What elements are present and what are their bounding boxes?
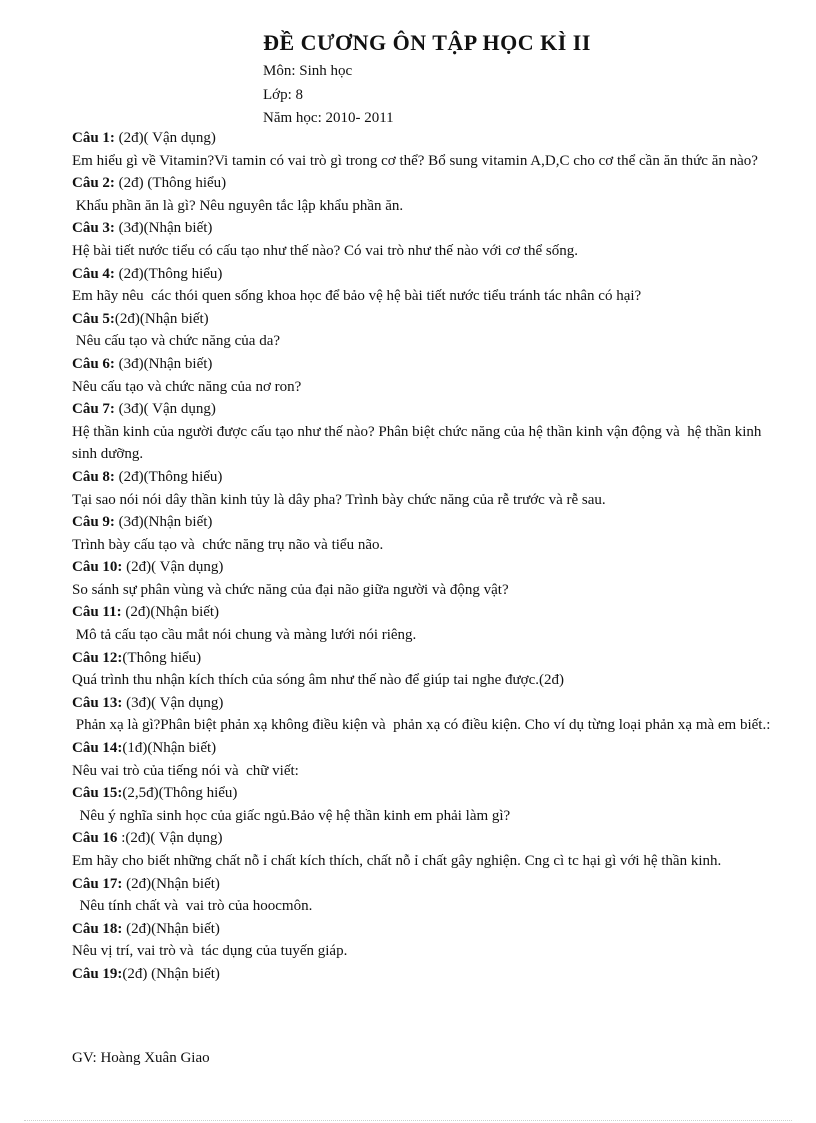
question-text: Trình bày cấu tạo và chức năng trụ não và tiểu não. xyxy=(72,536,384,553)
question-text: Em hiểu gì về Vitamin?Vi tamin có vai trò gì trong cơ thể? Bổ sung vitamin A,D,C cho cơ thể cần ăn thức ăn nào? xyxy=(72,152,758,169)
school-year-line: Năm học: 2010- 2011 xyxy=(263,110,394,126)
question-number: Câu 17: xyxy=(72,875,123,892)
question-header xyxy=(72,601,782,624)
question-text: Hệ thần kinh của người được cấu tạo như thế nào? Phân biệt chức năng của hệ thần kinh vận động và hệ thần kinh sinh dưỡng. xyxy=(72,423,766,463)
question-text: Nêu cấu tạo và chức năng của da? xyxy=(72,333,281,350)
question-text: Tại sao nói nói dây thần kinh tủy là dây pha? Trình bày chức năng của rễ trước và rễ sau. xyxy=(72,491,606,508)
question-level: (2đ)(Nhận biết) xyxy=(114,310,209,327)
question-text: Phản xạ là gì?Phân biệt phản xạ không điều kiện và phản xạ có điều kiện. Cho ví dụ từng loại phản xạ mà em biết.: xyxy=(72,717,771,734)
question-item xyxy=(72,466,782,511)
question-header xyxy=(72,963,782,986)
question-level: :(2đ)( Vận dụng) xyxy=(117,830,223,847)
question-number: Câu 9: xyxy=(72,514,115,531)
question-header xyxy=(72,127,782,150)
question-level: (1đ)(Nhận biết) xyxy=(122,740,217,757)
question-item xyxy=(72,782,782,827)
question-header xyxy=(72,263,782,286)
question-header xyxy=(72,398,782,421)
question-text: Mô tả cấu tạo cầu mắt nói chung và màng lưới nói riêng. xyxy=(72,627,417,644)
question-text: Khẩu phần ăn là gì? Nêu nguyên tắc lập khẩu phần ăn. xyxy=(72,197,404,214)
teacher-signature: GV: Hoàng Xuân Giao xyxy=(72,1050,210,1066)
question-number: Câu 15: xyxy=(72,785,123,802)
question-number: Câu 6: xyxy=(72,355,115,372)
question-text: Nêu vị trí, vai trò và tác dụng của tuyến giáp. xyxy=(72,943,348,960)
question-number: Câu 19: xyxy=(72,965,123,982)
question-item xyxy=(72,918,782,963)
question-level: (2,5đ)(Thông hiểu) xyxy=(122,785,238,802)
question-item xyxy=(72,127,782,172)
question-item xyxy=(72,398,782,466)
question-number: Câu 3: xyxy=(72,220,115,237)
subject-line: Môn: Sinh học xyxy=(263,63,353,79)
question-text: Em hãy cho biết những chất nỗ ỉ chất kích thích, chất nỗ ỉ chất gây nghiện. Cng cì tc hại gì với hệ thần kinh. xyxy=(72,853,722,869)
question-text: So sánh sự phân vùng và chức năng của đại não giữa người và động vật? xyxy=(72,581,509,598)
question-header xyxy=(72,172,782,195)
question-header xyxy=(72,692,782,715)
question-text: Nêu vai trò của tiếng nói và chữ viết: xyxy=(72,762,299,779)
question-item xyxy=(72,172,782,217)
question-level: (2đ)(Thông hiểu) xyxy=(114,265,223,282)
question-item xyxy=(72,601,782,646)
question-level: (2đ)(Nhận biết) xyxy=(121,604,220,621)
question-level: (2đ)(Nhận biết) xyxy=(122,875,220,892)
question-level: (Thông hiểu) xyxy=(122,649,202,666)
question-text: Nêu cấu tạo và chức năng của nơ ron? xyxy=(72,378,302,395)
question-level: (3đ)(Nhận biết) xyxy=(114,514,213,531)
question-header xyxy=(72,782,782,805)
question-header xyxy=(72,873,782,896)
grade-line: Lớp: 8 xyxy=(263,87,304,103)
question-header xyxy=(72,511,782,534)
question-text: Quá trình thu nhận kích thích của sóng âm như thế nào để giúp tai nghe được.(2đ) xyxy=(72,672,564,689)
question-number: Câu 18: xyxy=(72,920,123,937)
question-level: (2đ) (Thông hiểu) xyxy=(114,175,227,192)
question-number: Câu 2: xyxy=(72,175,115,192)
question-level: (2đ) (Nhận biết) xyxy=(122,965,220,982)
question-item xyxy=(72,827,782,872)
question-level: (2đ)( Vận dụng) xyxy=(114,130,216,146)
document-title: ĐỀ CƯƠNG ÔN TẬP HỌC KÌ II xyxy=(263,30,591,55)
question-number: Câu 10: xyxy=(72,559,123,576)
question-level: (2đ)(Thông hiểu) xyxy=(114,468,223,485)
question-header xyxy=(72,556,782,579)
question-item xyxy=(72,556,782,601)
question-number: Câu 8: xyxy=(72,468,115,485)
question-header xyxy=(72,353,782,376)
question-level: (3đ)( Vận dụng) xyxy=(114,401,216,418)
question-level: (2đ)(Nhận biết) xyxy=(122,920,220,937)
question-number: Câu 16 xyxy=(72,830,118,847)
question-level: (3đ)(Nhận biết) xyxy=(114,220,213,237)
page-bottom-rule xyxy=(24,1120,792,1121)
question-item xyxy=(72,647,782,692)
question-header xyxy=(72,217,782,240)
question-number: Câu 1: xyxy=(72,130,115,146)
question-header xyxy=(72,737,782,760)
question-item xyxy=(72,217,782,262)
question-level: (3đ)(Nhận biết) xyxy=(114,355,213,372)
question-header xyxy=(72,827,782,850)
question-number: Câu 12: xyxy=(72,649,123,666)
question-header xyxy=(72,647,782,670)
question-level: (3đ)( Vận dụng) xyxy=(122,694,224,711)
question-level: (2đ)( Vận dụng) xyxy=(122,559,224,576)
question-item xyxy=(72,692,782,737)
question-text: Hệ bài tiết nước tiểu có cấu tạo như thế nào? Có vai trò như thế nào với cơ thể sống. xyxy=(72,242,578,259)
question-number: Câu 4: xyxy=(72,265,115,282)
question-text: Nêu tính chất và vai trò của hoocmôn. xyxy=(72,898,313,915)
question-text: Em hãy nêu các thói quen sống khoa học để bảo vệ hệ bài tiết nước tiểu tránh tác nhân có hại? xyxy=(72,288,642,305)
question-header xyxy=(72,308,782,331)
question-list xyxy=(72,127,782,986)
question-item xyxy=(72,353,782,398)
question-header xyxy=(72,466,782,489)
question-header xyxy=(72,918,782,941)
question-item xyxy=(72,263,782,308)
question-text: Nêu ý nghĩa sinh học của giấc ngủ.Bảo vệ hệ thần kinh em phải làm gì? xyxy=(72,807,511,824)
question-number: Câu 5: xyxy=(72,310,115,327)
question-item xyxy=(72,308,782,353)
question-item xyxy=(72,511,782,556)
question-number: Câu 7: xyxy=(72,401,115,418)
question-item xyxy=(72,737,782,782)
question-item xyxy=(72,963,782,986)
question-number: Câu 11: xyxy=(72,604,122,621)
question-number: Câu 14: xyxy=(72,740,123,757)
question-item xyxy=(72,873,782,918)
question-number: Câu 13: xyxy=(72,694,123,711)
